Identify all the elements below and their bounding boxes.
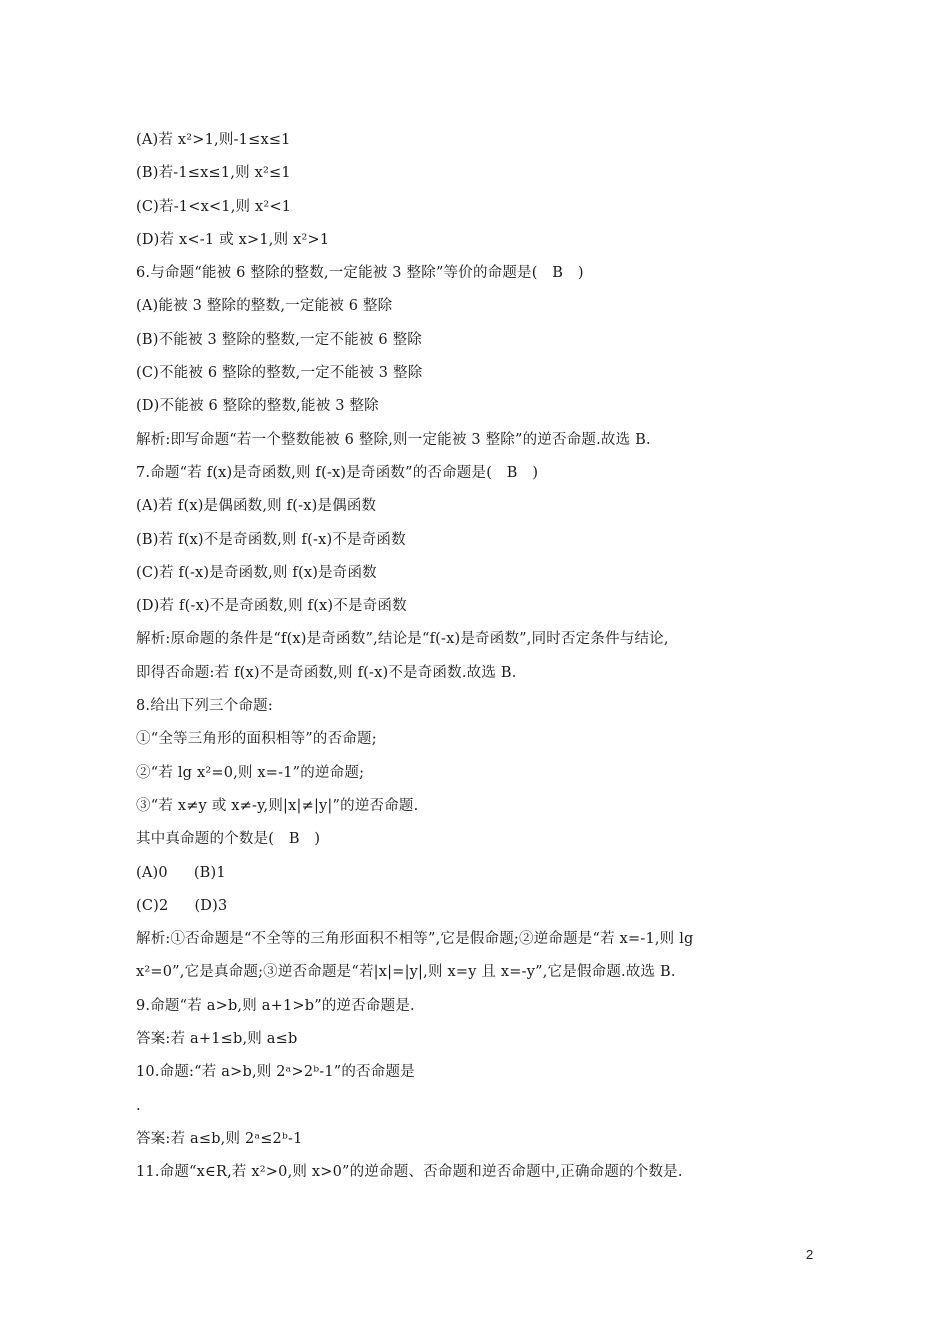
- q11-stem: 11.命题“x∈R,若 x²>0,则 x>0”的逆命题、否命题和逆否命题中,正确命题的个数是.: [136, 1164, 683, 1181]
- q5-option-a: (A)若 x²>1,则-1≤x≤1: [136, 132, 291, 148]
- q7-option-c: (C)若 f(-x)是奇函数,则 f(x)是奇函数: [136, 564, 377, 581]
- q10-answer: 答案:若 a≤b,则 2ᵃ≤2ᵇ-1: [136, 1130, 303, 1147]
- q6-option-b: (B)不能被 3 整除的整数,一定不能被 6 整除: [136, 331, 422, 348]
- q8-option-c: (C)2: [136, 897, 169, 914]
- q6-option-d: (D)不能被 6 整除的整数,能被 3 整除: [136, 398, 379, 415]
- q8-option-d: (D)3: [194, 897, 228, 914]
- q10-stem: 10.命题:“若 a>b,则 2ᵃ>2ᵇ-1”的否命题是: [136, 1064, 415, 1081]
- q7-analysis-line-2: 即得否命题:若 f(x)不是奇函数,则 f(-x)不是奇函数.故选 B.: [136, 664, 517, 681]
- q6-stem: 6.与命题“能被 6 整除的整数,一定能被 3 整除”等价的命题是( B ): [136, 265, 584, 282]
- q7-stem: 7.命题“若 f(x)是奇函数,则 f(-x)是奇函数”的否命题是( B ): [136, 464, 539, 481]
- q5-option-b: (B)若-1≤x≤1,则 x²≤1: [136, 165, 291, 182]
- document-body: [136, 124, 826, 1190]
- q5-option-c: (C)若-1<x<1,则 x²<1: [136, 198, 292, 215]
- q8-item-1: ①“全等三角形的面积相等”的否命题;: [136, 731, 377, 748]
- q8-option-a: (A)0: [136, 864, 168, 881]
- q6-option-a: (A)能被 3 整除的整数,一定能被 6 整除: [136, 298, 393, 315]
- q8-analysis-line-1: 解析:①否命题是“不全等的三角形面积不相等”,它是假命题;②逆命题是“若 x=-1,则 lg: [136, 931, 694, 948]
- q7-option-a: (A)若 f(x)是偶函数,则 f(-x)是偶函数: [136, 498, 377, 515]
- q6-analysis: 解析:即写命题“若一个整数能被 6 整除,则一定能被 3 整除”的逆否命题.故选 B.: [136, 431, 651, 448]
- q6-option-c: (C)不能被 6 整除的整数,一定不能被 3 整除: [136, 365, 423, 382]
- q8-analysis-line-2: x²=0”,它是真命题;③逆否命题是“若|x|=|y|,则 x=y 且 x=-y”,它是假命题.故选 B.: [136, 964, 676, 981]
- page-number: 2: [806, 1247, 814, 1262]
- q9-answer: 答案:若 a+1≤b,则 a≤b: [136, 1031, 298, 1048]
- q8-item-2: ②“若 lg x²=0,则 x=-1”的逆命题;: [136, 764, 365, 781]
- q5-option-d: (D)若 x<-1 或 x>1,则 x²>1: [136, 231, 330, 248]
- q8-question: 其中真命题的个数是( B ): [136, 831, 321, 848]
- q8-item-3: ③“若 x≠y 或 x≠-y,则|x|≠|y|”的逆否命题.: [136, 797, 419, 814]
- q7-analysis-line-1: 解析:原命题的条件是“f(x)是奇函数”,结论是“f(-x)是奇函数”,同时否定条件与结论,: [136, 631, 669, 648]
- q9-stem: 9.命题“若 a>b,则 a+1>b”的逆否命题是.: [136, 997, 415, 1014]
- q7-option-d: (D)若 f(-x)不是奇函数,则 f(x)不是奇函数: [136, 598, 407, 615]
- q8-stem: 8.给出下列三个命题:: [136, 698, 273, 715]
- q7-option-b: (B)若 f(x)不是奇函数,则 f(-x)不是奇函数: [136, 531, 406, 548]
- q10-stem-continued: .: [136, 1097, 141, 1114]
- q8-option-b: (B)1: [193, 864, 226, 881]
- q8-options-row-1: [136, 857, 826, 890]
- q8-options-row-2: [136, 890, 826, 923]
